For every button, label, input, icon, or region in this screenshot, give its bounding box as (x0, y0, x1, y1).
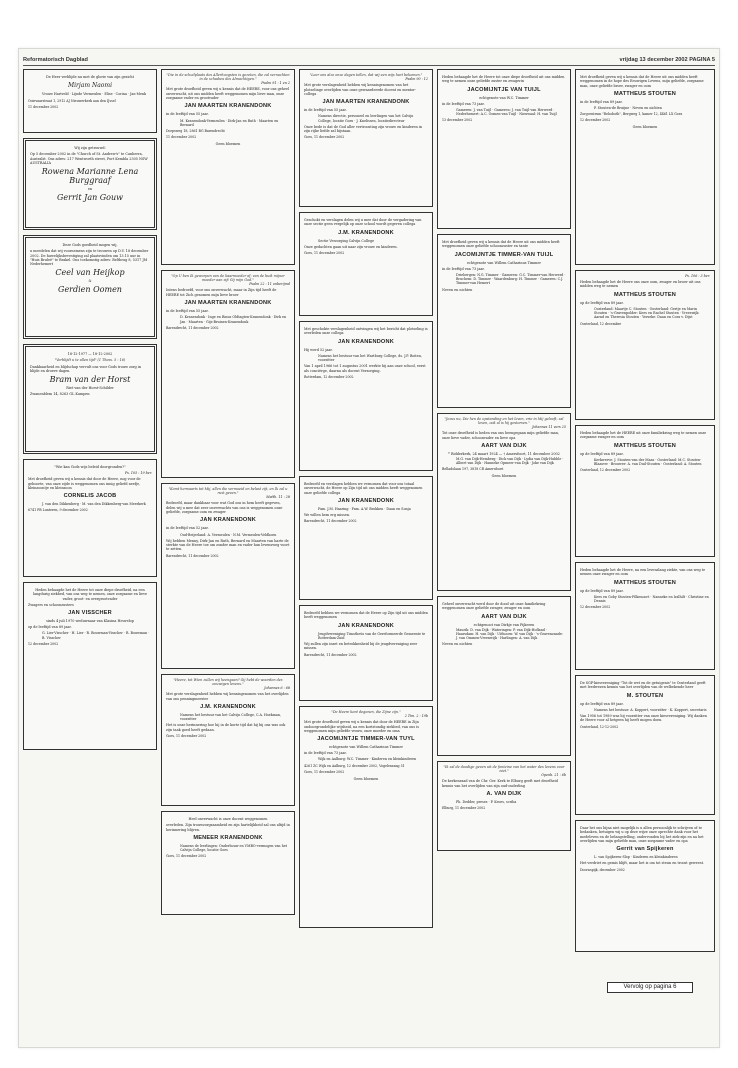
announcement-addr: 4261 ZC Wijk en Aalburg, 12 december 2002, Vogelenzang 51 (304, 763, 405, 768)
announcement-name: Rowena Marianne Lena Burggraaf (41, 167, 139, 186)
announcement-box (437, 413, 571, 591)
announcement-sign: Geen bloemen (353, 776, 379, 781)
announcement-name: CORNELIS JACOB (63, 493, 117, 500)
announcement-p2: Wij hebben Menny, Dirk-Jan en Ruth, Bernard en Maarten van harte de sterkte van de Heere toe om zonder man en vader hun levensweg voort te zetten. (166, 538, 290, 552)
announcement-ref: Openb. 21 : 6b (541, 773, 566, 778)
announcement-p: Met grote droefheid geven wij u kennis dat door de HEERE in Zijn ondoorgrondelijke wijsheid, na een kortstondig ziekbed, van ons is weggenomen mijn geliefde vrouw, onze moeder en oma (304, 720, 419, 733)
announcement-p: Met geschokte verslagenheid ontvingen wij het bericht dat plotseling is overleden onze collega (304, 327, 428, 336)
announcement-date: Barendrecht, 11 december 2002 (166, 325, 219, 330)
announcement-addr: Ooievaarstraat 1, 2912 AJ Nieuwerkerk aan den IJssel (28, 98, 116, 103)
announcement-name: JAN KRANENDONK (200, 517, 256, 524)
announcement-p2: Het verdriet en gemis blijft, maar het is om tot steun en troost geweest. (580, 861, 705, 866)
announcement-date: 13 december 2002 (442, 118, 473, 123)
announcement-name: JAN KRANENDONK (338, 338, 394, 345)
announcement-q: "Die in de schuilplaats des Allerhoogsten is gezeten, die zal vernachten in de schaduw des Almachtigen." (166, 73, 290, 82)
announcement-sig: Sectie Verzorging Calvijn College (318, 238, 375, 243)
announcement-sig: Namens het bestuur van het Calvijn College, C.A. Hoekman, voorzitter (180, 713, 282, 722)
column-3 (299, 69, 433, 933)
announcement-box (161, 69, 295, 265)
announcement-name: MATTHEUS STOUTEN (613, 291, 677, 298)
announcement-p: Geschokt en verslagen delen wij u mee dat door de vergadering van onze sectie geen vergelijk op onze school wordt gegeven collega (304, 218, 422, 227)
announcement-p2: We willen hem erg missen. (304, 513, 351, 518)
announcement-sig: Jeugdvereniging Timotheüs van de Gereformeerde Gemeente te Rotterdam-Zuid (318, 631, 426, 640)
announcement-sub: echtgenoot van Dirkje van Pijkeren (473, 622, 535, 627)
announcement-date: Doornspijk, december 2002 (580, 867, 625, 872)
column-2 (161, 69, 295, 920)
announcement-addr: Belladolaan 197, 3818 CR Amersfoort (442, 467, 504, 472)
announcement-age: op de leeftijd van 89 jaar. (28, 625, 72, 630)
announcement-sig: L. van Spijkeren-Slop · Kinderen en kleinkinderen (594, 855, 678, 860)
announcement-box (23, 344, 157, 454)
announcement-p: Heden behaagde het de Heere tot onze diepe droefheid uit ons midden weg te nemen onze geliefde zuster en zwagerin (442, 75, 565, 84)
announcement-p: Met droefheid geven wij u kennis dat de Heere uit ons midden heeft weggenomen onze geliefde schoonzuster en tante (442, 240, 560, 249)
announcement-name2: Gerdien Oomen (58, 285, 122, 295)
announcement-p2: Zwanenblem 14, 8263 GL Kampen (30, 392, 90, 397)
announcement-sub: echtgenote van Willem Catharinus Timmer (467, 260, 541, 265)
announcement-age: op de leeftijd van 89 jaar. (580, 451, 624, 456)
announcement-date: Goes, 11 december 2002 (166, 854, 207, 859)
announcement-sig: Wijk en Aalburg: W.C. Timmer · Kinderen en kleinkinderen (318, 757, 417, 762)
announcement-sig: Namens de leerlingen: Onderbouw en VMBO-vermogen van het Calvijn College, locatie Goes (180, 843, 287, 853)
announcement-q: "Jezus nu, Die hen de opstanding en het leven, vrie in Mij gelooft, zal leven, ook al is hij gestorven." (444, 417, 564, 426)
announcement-name: A. VAN DIJK (486, 791, 522, 797)
announcement-name: JAN MAARTEN KRANENDONK (184, 300, 272, 306)
announcement-box (575, 69, 715, 265)
announcement-intro: "Wie kan Gods wijs beleid doorgronden?" (54, 465, 126, 469)
announcement-date: Elburg, 11 december 2002 (442, 806, 486, 811)
announcement-sig: Namens directie, personeel en leerlingen van het Calvijn College, locatie Goes · J. Knelissen, locatiedirecteur (318, 114, 414, 123)
announcement-name: JACOMIJNTJE VAN TUIJL (467, 86, 541, 93)
announcement-box (23, 69, 157, 133)
announcement-name: JACOMIJNTJE TIMMER-VAN TUYL (317, 736, 415, 743)
announcement-sub: & (88, 279, 92, 284)
announcement-q: "De Heere kent degenen, die Zijne zijn." (331, 710, 401, 714)
announcement-sig: Namens het bestuur van het Wartburg College, ds. J.P. Boiten, voorzitter (318, 353, 422, 363)
announcement-name: J.M. KRANENDONK (338, 229, 394, 236)
announcement-age: Hij werd 52 jaar. (304, 347, 333, 352)
announcement-name: Bram van der Horst (49, 375, 131, 385)
announcement-p: Bedroefd en verslagen hebben we vernomen dat voor ons totaal onverwacht, de Heere op Zijn tijd uit ons midden heeft weggenomen onze geliefde collega (304, 482, 423, 495)
announcement-p2: Het is onze herinnering hoe hij in de korte tijd dat hij bij ons was ook zijn taak goed heeft gedaan. (166, 723, 286, 732)
announcement-box (437, 596, 571, 756)
announcement-name: Gerrit van Spijkeren (616, 846, 674, 853)
continued-link[interactable]: Vervolg op pagina 6 (607, 982, 693, 993)
announcement-box (161, 674, 295, 806)
announcement-intro: 18-12-1977 — 18-12-2002 (67, 352, 113, 356)
announcement-sig: P. Stouten-de Bruijne · Neven en nichten (594, 106, 662, 111)
announcement-age: op de leeftijd van 89 jaar. (580, 300, 624, 305)
announcement-sig: M.G. van Dijk-Hemberg · Dick van Dijk · Lydia van Dijk-Hubble · Albert van Dijk · Hanneke Opmeer-van Dijk · Joke van Dijk (456, 457, 564, 466)
announcement-age: in de leeftijd van 73 jaar. (304, 751, 347, 756)
announcement-sig: Oud-Beijerland: A. Vermeulen · N.M. Vermeulen-Veldhoen (180, 532, 277, 537)
announcement-intro: Wij zijn getrouwd: (74, 146, 106, 150)
announcement-date: Barendrecht, 11 december 2002 (304, 652, 357, 657)
announcement-sig: Kerkwerve: J. Stouten-van der Maas · Oosterland: M.C. Stouten-Blaasvw · Brouwer: A. van Duil-Stouten · Oosterland: A. Stouten (594, 457, 702, 467)
announcement-date: Barendrecht, 11 december 2002 (166, 553, 219, 558)
announcement-q: "Komt herwaarts tot Mij, allen die vermoeid en belast zijt, en Ik zal u rust geven." (168, 487, 288, 496)
announcement-name: JACOMIJNTJE TIMMER-VAN TUIJL (454, 251, 554, 258)
announcement-sig: G. Lier-Visscher · H. Lier · R. Bouwman-Visscher · R. Bouwman · B. Visscher (42, 631, 150, 640)
header-rule (23, 65, 715, 66)
announcement-ref: Johannes 6 : 68 (264, 686, 290, 691)
announcement-sig: Ph. Dedder, preses · P. Kroes, scriba (456, 800, 517, 804)
announcement-p: Bedroefd, maar dankbaar voor wat God ons in hem heeft gegeven, delen wij u mee dat zeer onverwachts van ons is weggenomen onze geliefde, zorgzame oom en zwager (166, 501, 283, 514)
announcement-box (299, 605, 433, 701)
announcement-name: Mirjam Naomi (67, 82, 112, 90)
announcement-name: AART VAN DIJK (481, 613, 527, 620)
announcement-date: Goes, 11 december 2002 (304, 769, 345, 774)
announcement-date: Barendrecht, 11 december 2002 (304, 519, 357, 524)
announcement-p2: Onze bede is dat de God aller vertroosting zijn vrouw en kinderen in zijn rijke liefde zal bijstaan. (304, 124, 423, 134)
announcement-p: Op 5 december 2002 in de "Church of St. Andrew's" te Canberra, Australië. Ons adres: 217 Wentworth street, Port Kembla 2505 NSW AUSTRALIA (30, 152, 148, 165)
announcement-intro: De Heer verblijde nu met de glorie van zijn gezicht (46, 75, 134, 79)
announcement-q: "Heere, tot Wien zullen wij heengaan? Gij hebt de woorden des eeuwigen levens." (173, 678, 283, 687)
announcement-p: Geheel onverwacht werd door de dood uit onze familiekring weggenomen onze geliefde zwager, zwager en oom (442, 602, 546, 611)
announcement-ref: Psalm 91 : 1 en 2 (261, 81, 290, 86)
announcement-box (575, 820, 715, 952)
announcement-date: 12 december 2002 (580, 605, 611, 610)
announcement-box (23, 235, 157, 339)
announcement-intro: Heden behaagde het de Heere tot onze diepe droefheid, na een langdurig ziekbed, van ons weg te nemen, onze zorgzame en lieve vader, groot- en overgrootvader (33, 588, 147, 601)
announcement-box (23, 582, 157, 750)
announcement-box (575, 425, 715, 557)
announcement-p: Intens bedroefd, voor ons onverwacht, maar in Zijn tijd heeft de HEERE tot Zich genomen mijn lieve broer (166, 288, 277, 297)
announcement-box (299, 212, 433, 316)
column-5 (575, 69, 715, 957)
announcement-p: Heden behaagde het de HEERE uit onze familiekring weg te nemen onze zorgzame zwager en oom (580, 431, 707, 440)
announcement-age: op de leeftijd van 89 jaar. (580, 701, 624, 706)
announcement-box (299, 321, 433, 471)
announcement-box (299, 69, 433, 207)
announcement-p: Met grote verslagenheid hebben wij kennisgenomen van het plotselinge overlijden van onze gewaardeerde docent en mentor-collega (304, 83, 416, 96)
announcement-name: JAN KRANENDONK (338, 622, 394, 629)
announcement-ref: Johannes 11 vers 25 (532, 425, 566, 430)
announcement-name: AART VAN DIJK (481, 443, 527, 449)
announcement-p2: Van 1 april 1966 tot 1 augustus 2001 werkte hij aan onze school, eerst als conciërge, daarna als docent Verzorging. (304, 364, 426, 373)
announcement-sig: Gameren: J. van Tuijl · Gameren: J. van Tuijl-van Herwerd · Nederhemert: A.C. Oomen-van Tuijl · Nieuwaal: H. van Tuijl (456, 107, 557, 117)
announcement-name: JAN VISSCHER (68, 610, 112, 617)
announcement-date: Rotterdam, 12 december 2002 (304, 374, 354, 379)
announcement-p: Bedroefd hebben we vernomen dat de Heere op Zijn tijd uit ons midden heeft weggenomen (304, 611, 428, 620)
announcement-sig: Vrouw Hartveld · Lijnde Vermeulen · Elise · Corina · Jan-Menk (42, 92, 147, 97)
paper-title: Reformatorisch Dagblad (23, 57, 88, 63)
announcement-name: Ceel van Heijkop (55, 268, 125, 278)
announcement-p: Met droefheid geven wij u kennis dat de Heere uit ons midden heeft weggenomen in de hope des Eeuwigen Levens, mijn geliefde, zorgzame man, onze geliefde broer, zwager en oom (580, 75, 704, 88)
announcement-sub: echtgenote van Willem Catharinus Timmer (329, 745, 403, 750)
announcement-q: "Op U ben Ik geworpen van de baarmoeder af; van de buik mijner moeder aan zijt Gij mijn God." (171, 274, 285, 283)
announcement-p: u meedelen dat wij voornemens zijn te trouwen op D.V. 18 december 2002. De huwelijksbevestiging zal plaatsvinden om 13.15 uur in "Huis Bruleë" te Brakel. Ons toekomstig adres: Beltbrug 8, 5317 JM Nederhemert (30, 249, 149, 267)
announcement-name: JAN MAARTEN KRANENDONK (184, 103, 272, 110)
announcement-sub: sinds 4 juli 1970 weduwnaar van Klasina Heuvelop (46, 619, 134, 624)
announcement-date: Oosterland, 12-12-2002 (580, 724, 619, 729)
announcement-q: "Leer ons alzo onze dagen tellen, dat wij een wijs hart bekomen." (309, 73, 423, 77)
announcement-sign: Geen bloemen (215, 142, 241, 146)
announcement-ref: Ps. 106 : 3 ber. (685, 274, 710, 278)
announcement-box (23, 459, 157, 577)
announcement-box (437, 234, 571, 408)
announcement-p: Zwagers en schoonzusters (28, 602, 74, 607)
announcement-age: op de leeftijd van 89 jaar. (580, 588, 624, 593)
announcement-p: Heden behaagde het de Heere ons onze oom, zwager en broer uit ons midden weg te nemen (580, 280, 701, 289)
announcement-sig: J. van den Dikkenberg · M. van den Dikkenberg-van Meerkerk (42, 502, 146, 507)
announcement-age: in de leeftijd van 55 jaar. (166, 112, 209, 117)
announcement-name2: Gerrit Jan Gouw (57, 193, 123, 203)
announcement-ref: Ps. 105 : 19 ber. (125, 471, 152, 476)
announcement-sig: D. Kranendonk · Inge en Rinus Oldtagten-Kranendonk · Dirk en Jan · Maarten · Gijs-Bruinen-Kranendonk (180, 315, 287, 324)
announcement-box (299, 476, 433, 600)
announcement-q: "Ik zal de doodige geven uit de fonteine van het water des levens voor niet." (443, 765, 565, 774)
announcement-name: MENEER KRANENDONK (193, 834, 263, 841)
announcement-sub: echtgenote van W.C. Timmer (479, 95, 529, 100)
announcement-intro: Heel onverwacht is onze docent weggenomen (188, 817, 268, 821)
announcement-sub: Riet van der Horst-Schilder (66, 386, 114, 391)
announcement-box (437, 69, 571, 229)
announcement-date: 11 december 2002 (166, 135, 197, 139)
announcement-sig: Namens het bestuur: A. Koppert, voorzitter · K. Koppert, secretaris (594, 707, 707, 712)
announcement-p2: Neven en nichten (442, 642, 473, 647)
announcement-name: J.M. KRANENDONK (200, 704, 256, 710)
announcement-name: JAN KRANENDONK (338, 497, 394, 504)
announcement-p: overleden. Zijn trouwzorgzaamheid en zijn hartelijkheid zal ons altijd in herinnering blijven. (166, 823, 290, 832)
announcement-p2: Wij zullen zijn inzet en betrokkenheid bij de jeugdvereniging zeer missen. (304, 642, 418, 651)
announcement-intro: Deze Gods goedheid mogen wij, (62, 243, 118, 247)
announcement-ref: Psalm 22 : 11 onberijmd (249, 282, 290, 287)
announcement-age: in de leeftijd van 73 jaar. (442, 101, 485, 106)
announcement-sub: en (87, 187, 93, 192)
announcement-sig: Maurik: D. van Dijk · Wateringen: P. van Dijk-Hofland · Haarsdam: H. van Dijk · Uithoorn: W. van Dijk · 's-Gravenzande: J. van Ommen-Vreenwijk · Harlingen: A. van Dijk (456, 627, 563, 640)
announcement-name: MATTHEUS STOUTEN (613, 579, 677, 586)
announcement-age: in de leeftijd van 55 jaar. (166, 309, 209, 313)
announcement-ref: 2 Tim. 2 : 19b (404, 714, 428, 719)
announcement-box (437, 761, 571, 851)
announcement-sig: Kees en Goby Stouten-Filkenoort · Nanneke en Izzlhilt · Christine en Dennis (594, 594, 709, 604)
announcement-p: Dankbaarheid en blijdschap vervult ons voor Gods trouw zorg in blijde en droeve dagen. (30, 364, 142, 373)
announcement-sign: Geen bloemen (632, 125, 658, 130)
announcement-name: MATTHEUS STOUTEN (613, 90, 677, 97)
announcement-date: Goes, 11 december 2002 (304, 135, 345, 140)
announcement-name: M. STOUTEN (626, 692, 664, 699)
page-date: vrijdag 13 december 2002 PAGINA 5 (619, 57, 715, 63)
announcement-sig: Fam. J.M. Haaring · Fam. A.W. Brokken · Daan en Sonja (318, 506, 411, 511)
announcement-age: in de leeftijd van 73 jaar. (442, 266, 485, 271)
announcement-addr: Dorpsweg 18, 2861 BG Barendrecht (166, 129, 225, 133)
announcement-date: Oosterland, 12 december (580, 321, 622, 326)
announcement-age: in de leeftijd van 89 jaar. (580, 99, 623, 104)
announcement-sig: M. Kranendonk-Vermeulen · Dirk-Jan en Ruth · Maarten en Bernard (180, 118, 279, 127)
announcement-p2: Onze gedachten gaan uit naar zijn vrouw en kinderen. (304, 244, 398, 249)
announcement-p: Tot onze droefheid is heden van ons heengegaan mijn geliefde man, onze lieve vader, schoonvader en lieve opa (442, 431, 559, 440)
announcement-age: in de leeftijd van 52 jaar. (166, 526, 209, 531)
announcement-p: Met droefheid geven wij u kennis dat door de Heere, nog voor de geboorte, van onze zijde is weggenomen ons innig geliefd neefje, kleinzoontje en kleinzoon (28, 477, 141, 490)
column-4 (437, 69, 571, 856)
announcement-p: Met grote verslagenheid hebben wij kennisgenomen van het overlijden van ons penningmeester (166, 692, 289, 701)
announcement-date: 11 december 2002 (28, 104, 59, 109)
announcement-p: Met grote droefheid geven wij u kennis dat de HEERE, voor ons geheel onverwacht, uit ons midden heeft weggenomen mijn lieve man, onze zorgzame vader en grootvader (166, 87, 290, 100)
announcement-q: "Verblijdt u te allen tijd" (1 Thess. 5 : 16) (54, 358, 126, 363)
announcement-ref: Matth. 11 : 28 (266, 495, 290, 500)
announcement-date: Goes, 11 december 2002 (166, 734, 207, 738)
announcement-sub: * Ridderkerk, 24 maart 1924 — † Amersfoort, 11 december 2002 (448, 452, 560, 456)
announcement-box (299, 706, 433, 928)
newspaper-page (18, 48, 720, 1048)
announcement-date: 12 december 2002 (28, 641, 59, 646)
announcement-sig: Driebergen: N.G. Timmer · Gameren: G.C. Timmer-van Herwerd · Bruchem: D. Timmer · Waardenburg: H. Timmer · Gameren: C.J. Timmer-van Hemert (456, 272, 566, 286)
announcement-sig: Oosterland: Maartje C. Stouten · Oosterland: Gertje en Marin Stouten · 's-Gravenpolder: Kees en Rachel Stouten · Vreeswijk: Aarnd en Theresia Stouten · Yerseke: Daan en Cora v. Dijst (594, 306, 700, 320)
announcement-addr: 6741 PB Lunteren, 9 december 2002 (28, 508, 88, 513)
announcement-addr: Zorgcentrum "Rehoboth", Bergweg 1, kamer 12, 4461 LX Goes (580, 112, 683, 117)
announcement-p: Daar het ons bijna niet mogelijk is u allen persoonlijk te schrijven of te bedanken, betuigen wij u op deze wijze onze oprechte dank voor het medeleven en de belangstelling, ondervonden bij het ziek-zijn en na het overlijden van mijn geliefde man, onze zorgzame vader en opa (580, 826, 704, 843)
announcement-name: MATTHEUS STOUTEN (613, 442, 677, 449)
announcement-sign: Geen bloemen (491, 474, 517, 479)
announcement-p: Heden behaagde het de Heere, na een levenslang ziekte, van ons weg te nemen onze zwager en oom (580, 568, 706, 577)
announcement-box (575, 675, 715, 815)
announcement-age: in de leeftijd van 55 jaar. (304, 108, 347, 113)
announcement-box (161, 270, 295, 478)
column-1 (23, 69, 157, 755)
announcement-date: Oosterland, 12 december 2002 (580, 468, 631, 473)
announcement-p2: Neven en nichten (442, 287, 473, 292)
announcement-box (161, 811, 295, 915)
announcement-p: De SGP-kiesvereniging "Tot de wet en de getuigenis" te Oosterland geeft met leedwezen kennis van het overlijden van de welbekende heer (580, 681, 706, 690)
announcement-date: Goes, 11 december 2002 (304, 251, 345, 256)
announcement-box (575, 270, 715, 420)
announcement-name: JAN MAARTEN KRANENDONK (322, 99, 410, 106)
announcement-box (575, 562, 715, 670)
announcement-p: De kerkenraad van de Chr. Ger. Kerk te Elburg geeft met droefheid kennis van het overlijden van zijn oud-ouderling (442, 779, 558, 788)
announcement-date: 12 december 2002 (580, 118, 611, 123)
announcement-box (161, 483, 295, 669)
announcement-p2: Van 1956 tot 1989 was hij voorzitter van onze kiesvereniging. Wij danken de Heere voor al hetgeen hij heeft mogen doen. (580, 714, 707, 723)
announcement-ref: Psalm 90 : 12 (405, 77, 428, 82)
announcement-box (23, 138, 157, 230)
